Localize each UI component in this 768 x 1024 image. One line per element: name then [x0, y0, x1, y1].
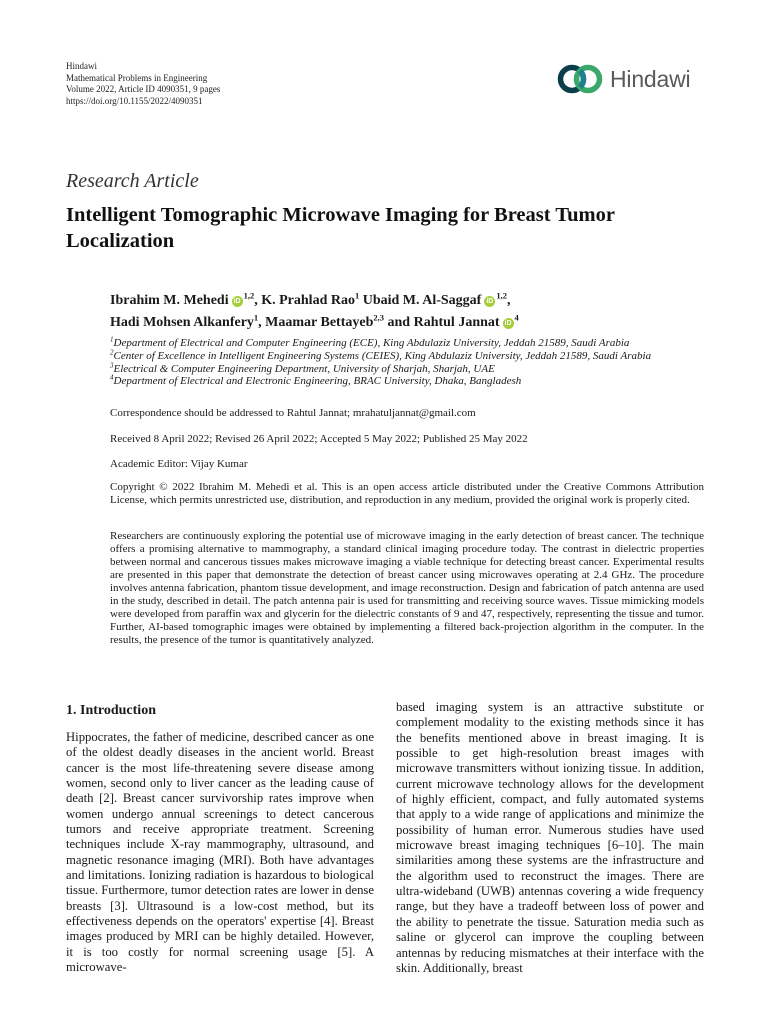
article-type: Research Article [66, 170, 199, 192]
abstract: Researchers are continuously exploring the potential use of microwave imaging in the early detection of breast cancer. The technique offers a promising alternative to mammography, a standard clinical imaging procedure today. The contrast in dielectric properties between normal and cancerous tissues makes microwave imaging a viable technique for detecting breast cancer. Experimental results are presented in this paper that demonstrate the detection of breast cancer using microwaves operating at 2.4 GHz. The procedure involves antenna fabrication, phantom tissue development, and image reconstruction. Design and fabrication of patch antenna are used in the study, described in detail. The patch antenna pair is used for transmitting and receiving source waves. Tissue mimicking models were developed from paraffin wax and glycerin for the dielectric constants of 9 and 47, respectively, representing the tissue and tumor. Further, AI-based tomographic images were obtained by implementing a filtered back-projection algorithm in the computer. In the results, the presence of the tumor is quantitatively analyzed. [110, 530, 704, 646]
author-separator: and [384, 315, 414, 330]
hindawi-logo [557, 62, 690, 96]
section-title-introduction: 1. Introduction [66, 703, 156, 718]
author-1[interactable] [261, 290, 360, 308]
author-line-1 [110, 290, 710, 312]
journal-name: Mathematical Problems in Engineering [66, 72, 208, 83]
affiliation-text: Department of Electrical and Computer Engineering (ECE), King Abdulaziz University, Jeddah 21589, Saudi Arabia [113, 337, 630, 349]
author-separator: , [258, 315, 266, 330]
volume-line: Volume 2022, Article ID 4090351, 9 pages [66, 84, 221, 94]
affiliation-number: 4 [110, 373, 114, 382]
publication-dates: Received 8 April 2022; Revised 26 April 2022; Accepted 5 May 2022; Published 25 May 2022 [110, 433, 528, 445]
affiliation [110, 360, 720, 376]
author-affiliation-sup: 1,2 [496, 290, 507, 301]
orcid-icon[interactable]: iD [504, 320, 512, 327]
affiliation-text: Electrical & Computer Engineering Department, University of Sharjah, Sharjah, UAE [113, 362, 495, 375]
affiliation-number: 2 [110, 348, 114, 357]
logo-text: Hindawi [610, 65, 691, 92]
author-name: Maamar Bettayeb [265, 315, 374, 330]
author-separator: , [506, 293, 511, 308]
author-affiliation-sup: 4 [514, 312, 519, 323]
author-name: K. Prahlad Rao [261, 293, 355, 308]
author-affiliation-sup: 2,3 [373, 312, 384, 323]
orcid-icon[interactable]: iD [486, 298, 494, 305]
author-list [110, 290, 710, 334]
affiliation-number: 1 [110, 335, 114, 344]
author-name: Ubaid M. Al-Saggaf [362, 293, 482, 308]
author-affiliation-sup: 1 [354, 290, 360, 301]
affiliation [110, 337, 720, 350]
affiliation-number: 3 [110, 360, 114, 369]
affiliation-text: Center of Excellence in Intelligent Engineering Systems (CEIES), King Abdulaziz University, Jeddah 21589, Saudi Arabia [113, 349, 652, 362]
author-5[interactable] [413, 312, 519, 330]
affiliation [110, 375, 720, 388]
author-line-2 [110, 312, 710, 334]
author-affiliation-sup: 1,2 [243, 290, 255, 301]
author-separator: , [254, 293, 262, 308]
hindawi-logo-icon [557, 62, 603, 96]
author-affiliation-sup: 1 [253, 312, 259, 323]
author-name: Hadi Mohsen Alkanfery [110, 315, 254, 330]
body-column-right: based imaging system is an attractive substitute or complement modality to the existing methods since it has the benefits mentioned above in breast imaging. It is possible to get high-resolution breast images with microwave transmitters without ionizing tissue. In addition, current microwave technology allows for the development of highly efficient, compact, and fully automated systems that apply to a wide range of applications and minimize the possibility of human error. Numerous studies have used microwave breast imaging techniques [6–10]. The main similarities among these systems are the infrastructure and the algorithm used to reconstruct the images. There are ultra-wideband (UWB) antennas covering a wide frequency range, but they have a tradeoff between loss of power and the ability to penetrate the tissue. Saturation media such as saline or glycerol can improve the coupling between antennas by reducing mismatches at their interface with the skin. Additionally, breast [396, 700, 704, 975]
author-0[interactable] [110, 290, 255, 308]
publisher-line: Hindawi [66, 61, 97, 71]
author-name: Rahtul Jannat [413, 315, 500, 330]
author-2[interactable] [362, 290, 507, 308]
paper-title: Intelligent Tomographic Microwave Imaging for Breast Tumor Localization [66, 204, 615, 252]
doi-link[interactable]: https://doi.org/10.1155/2022/4090351 [66, 95, 203, 106]
affiliation-text: Department of Electrical and Electronic Engineering, BRAC University, Dhaka, Bangladesh [113, 375, 522, 388]
orcid-icon[interactable]: iD [233, 298, 241, 305]
author-4[interactable] [265, 312, 384, 330]
correspondence: Correspondence should be addressed to Rahtul Jannat; mrahatuljannat@gmail.com [110, 407, 476, 419]
journal-header [66, 61, 220, 107]
author-3[interactable] [110, 312, 259, 330]
author-name: Ibrahim M. Mehedi [110, 293, 229, 308]
academic-editor: Academic Editor: Vijay Kumar [110, 458, 248, 470]
affiliation [110, 350, 720, 363]
body-column-left: Hippocrates, the father of medicine, described cancer as one of the oldest deadly diseases in the ancient world. Breast cancer is the most life-threatening severe disease among women, second only to liver cancer as the leading cause of death [2]. Breast cancer survivorship rates improve when women undergo annual screenings to detect cancerous tumors and receive appropriate treatment. Screening techniques include X-ray mammography, ultrasound, and magnetic resonance imaging (MRI). Both have advantages and limitations. Ionizing radiation is hazardous to biological tissue. Furthermore, tumor detection rates are lower in dense breasts [3]. Ultrasound is a low-cost method, but its effectiveness depends on the operators' expertise [4]. Breast images produced by MRI can be highly detailed. However, it is too costly for normal screening usage [5]. A microwave- [66, 730, 374, 975]
affiliation-list [110, 337, 720, 388]
copyright-notice: Copyright © 2022 Ibrahim M. Mehedi et al. This is an open access article distributed under the Creative Commons Attribution License, which permits unrestricted use, distribution, and reproduction in any medium, provided the original work is properly cited. [110, 481, 704, 506]
